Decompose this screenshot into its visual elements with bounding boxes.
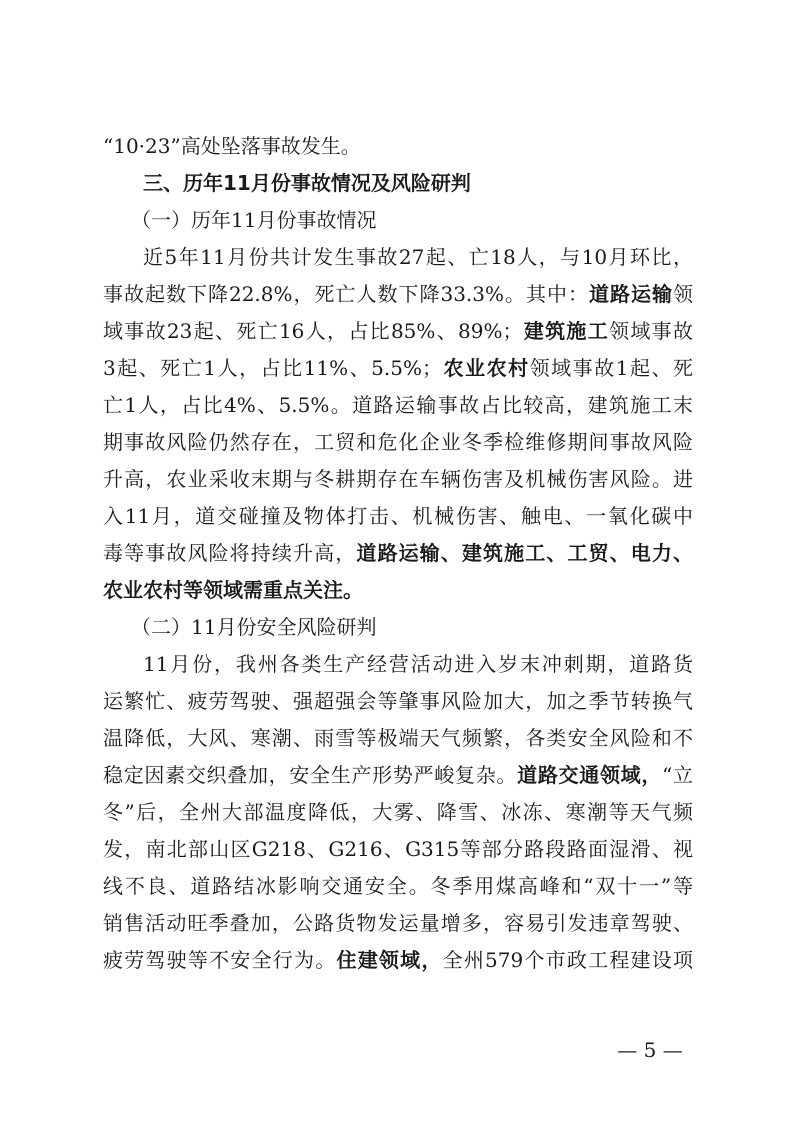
text: 3起、死亡1人，占比11%、5.5%； <box>103 356 442 380</box>
paragraph-line <box>103 868 693 905</box>
bold-text: 建筑施工 <box>522 319 610 343</box>
text: 近5年11月份共计发生事故27起、亡18人，与10月环比， <box>143 245 693 269</box>
text: 域事故23起、死亡16人，占比85%、89%； <box>103 319 523 343</box>
heading-text: （二）11月份安全风险研判 <box>131 615 377 639</box>
subsection-heading <box>103 609 693 646</box>
paragraph-line <box>103 276 693 313</box>
text: 全州579个市政工程建设项 <box>442 948 693 972</box>
text: 运繁忙、疲劳驾驶、强超强会等肇事风险加大，加之季节转换气 <box>103 689 693 713</box>
paragraph-line <box>103 942 693 979</box>
paragraph-line <box>103 905 693 942</box>
text: 11月份，我州各类生产经营活动进入岁末冲刺期，道路货 <box>143 652 693 676</box>
bold-text: 农业农村 <box>442 356 530 380</box>
text: 领域事故 <box>609 319 693 343</box>
text: 冬”后，全州大部温度降低，大雾、降雪、冰冻、寒潮等天气频 <box>103 800 693 824</box>
bold-text: 道路运输、建筑施工、工贸、电力、 <box>356 541 693 565</box>
text: “立 <box>662 763 693 787</box>
heading-text: 三、历年11月份事故情况及风险研判 <box>143 171 471 195</box>
text: 领 <box>673 282 693 306</box>
paragraph-line <box>103 350 693 387</box>
text: 毒等事故风险将持续升高， <box>103 541 357 565</box>
text: 升高，农业采收末期与冬耕期存在车辆伤害及机械伤害风险。进 <box>103 467 693 491</box>
paragraph-line <box>103 424 693 461</box>
text: 入11月，道交碰撞及物体打击、机械伤害、触电、一氧化碳中 <box>103 504 693 528</box>
text: 亡1人，占比4%、5.5%。道路运输事故占比较高，建筑施工末 <box>103 393 693 417</box>
text: 发，南北部山区G218、G216、G315等部分路段路面湿滑、视 <box>103 837 693 861</box>
document-body <box>103 128 693 979</box>
section-heading <box>103 165 693 202</box>
subsection-heading <box>103 202 693 239</box>
paragraph-line <box>103 794 693 831</box>
text: 期事故风险仍然存在，工贸和危化企业冬季检维修期间事故风险 <box>103 430 693 454</box>
paragraph-line <box>103 683 693 720</box>
text: 温降低，大风、寒潮、雨雪等极端天气频繁，各类安全风险和不 <box>103 726 693 750</box>
paragraph-line <box>103 498 693 535</box>
paragraph-line <box>103 831 693 868</box>
heading-text: （一）历年11月份事故情况 <box>131 208 377 232</box>
bold-text: 农业农村等领域需重点关注。 <box>103 578 363 602</box>
paragraph-line <box>103 313 693 350</box>
bold-text: 道路运输 <box>589 282 674 306</box>
paragraph-line <box>103 128 693 165</box>
paragraph-line <box>103 720 693 757</box>
paragraph-line <box>103 239 693 276</box>
text: 销售活动旺季叠加，公路货物发运量增多，容易引发违章驾驶、 <box>103 911 693 935</box>
text: 稳定因素交织叠加，安全生产形势严峻复杂。 <box>103 763 518 787</box>
text: 事故起数下降22.8%，死亡人数下降33.3%。其中： <box>103 282 590 306</box>
paragraph-line <box>103 757 693 794</box>
text: 领域事故1起、死 <box>529 356 693 380</box>
bold-text: 道路交通领域， <box>517 763 663 787</box>
paragraph-line <box>103 646 693 683</box>
paragraph-line <box>103 461 693 498</box>
bold-text: 住建领域， <box>336 948 443 972</box>
paragraph-line <box>103 535 693 572</box>
text: 疲劳驾驶等不安全行为。 <box>103 948 337 972</box>
page-number: — 5 — <box>617 1038 683 1062</box>
text: “10·23”高处坠落事故发生。 <box>103 134 361 158</box>
paragraph-line <box>103 572 693 609</box>
text: 线不良、道路结冰影响交通安全。冬季用煤高峰和“双十一”等 <box>103 874 693 898</box>
paragraph-line <box>103 387 693 424</box>
